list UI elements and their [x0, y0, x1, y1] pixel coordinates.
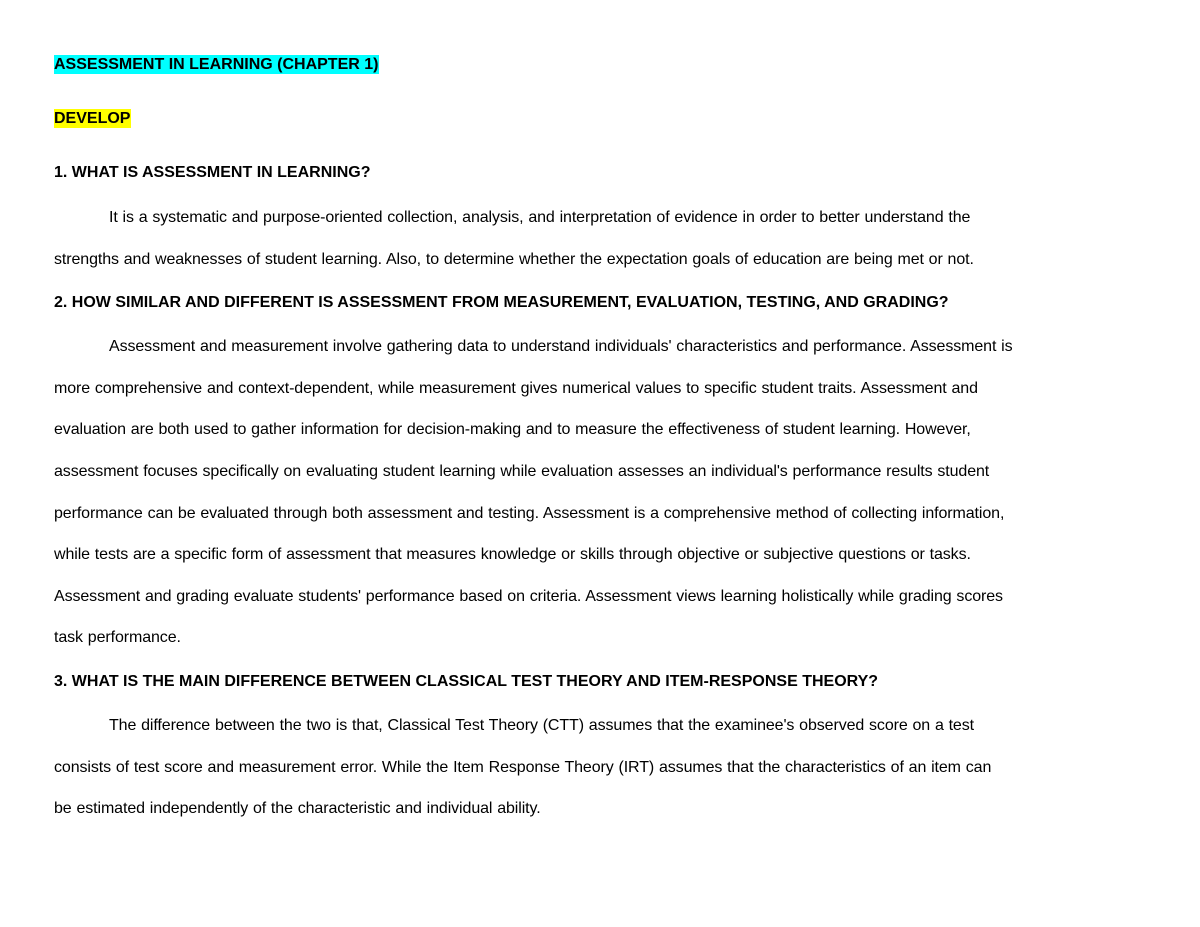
paragraph-line: The difference between the two is that, Classical Test Theory (CTT) assumes that the examinee's observed score on a test — [109, 716, 974, 734]
paragraph-line: strengths and weaknesses of student learning. Also, to determine whether the expectation goals of education are being met or not. — [54, 250, 974, 268]
subtitle-highlight: DEVELOP — [54, 110, 131, 127]
section-3-heading: 3. WHAT IS THE MAIN DIFFERENCE BETWEEN CLASSICAL TEST THEORY AND ITEM-RESPONSE THEORY? — [54, 672, 879, 690]
document-subtitle — [54, 109, 1154, 129]
paragraph-line: consists of test score and measurement error. While the Item Response Theory (IRT) assumes that the characteristics of an item can — [54, 758, 992, 776]
document-page — [54, 55, 1154, 830]
paragraph-line: more comprehensive and context-dependent, while measurement gives numerical values to specific student traits. Assessment and — [54, 379, 978, 397]
title-highlight: ASSESSMENT IN LEARNING (CHAPTER 1) — [54, 56, 379, 73]
paragraph-line: Assessment and measurement involve gathering data to understand individuals' characteristics and performance. Assessment is — [109, 338, 1013, 356]
section-3-paragraph — [54, 705, 1154, 830]
section-1-heading: 1. WHAT IS ASSESSMENT IN LEARNING? — [54, 164, 371, 181]
paragraph-line: task performance. — [54, 629, 181, 647]
paragraph-line: It is a systematic and purpose-oriented collection, analysis, and interpretation of evidence in order to better understand the — [109, 209, 971, 226]
paragraph-line: Assessment and grading evaluate students' performance based on criteria. Assessment views learning holistically while grading scores — [54, 587, 1003, 605]
section-1-paragraph — [54, 197, 1154, 280]
paragraph-line: while tests are a specific form of assessment that measures knowledge or skills through objective or subjective questions or tasks. — [54, 546, 971, 564]
document-title — [54, 55, 1154, 75]
section-2-paragraph — [54, 326, 1154, 659]
paragraph-line: performance can be evaluated through both assessment and testing. Assessment is a comprehensive method of collecting information, — [54, 504, 1005, 522]
paragraph-line: assessment focuses specifically on evaluating student learning while evaluation assesses an individual's performance results student — [54, 462, 990, 480]
section-2-heading: 2. HOW SIMILAR AND DIFFERENT IS ASSESSMENT FROM MEASUREMENT, EVALUATION, TESTING, AND GRADING? — [54, 294, 949, 312]
paragraph-line: be estimated independently of the characteristic and individual ability. — [54, 800, 541, 818]
paragraph-line: evaluation are both used to gather information for decision-making and to measure the effectiveness of student learning. However, — [54, 421, 971, 439]
